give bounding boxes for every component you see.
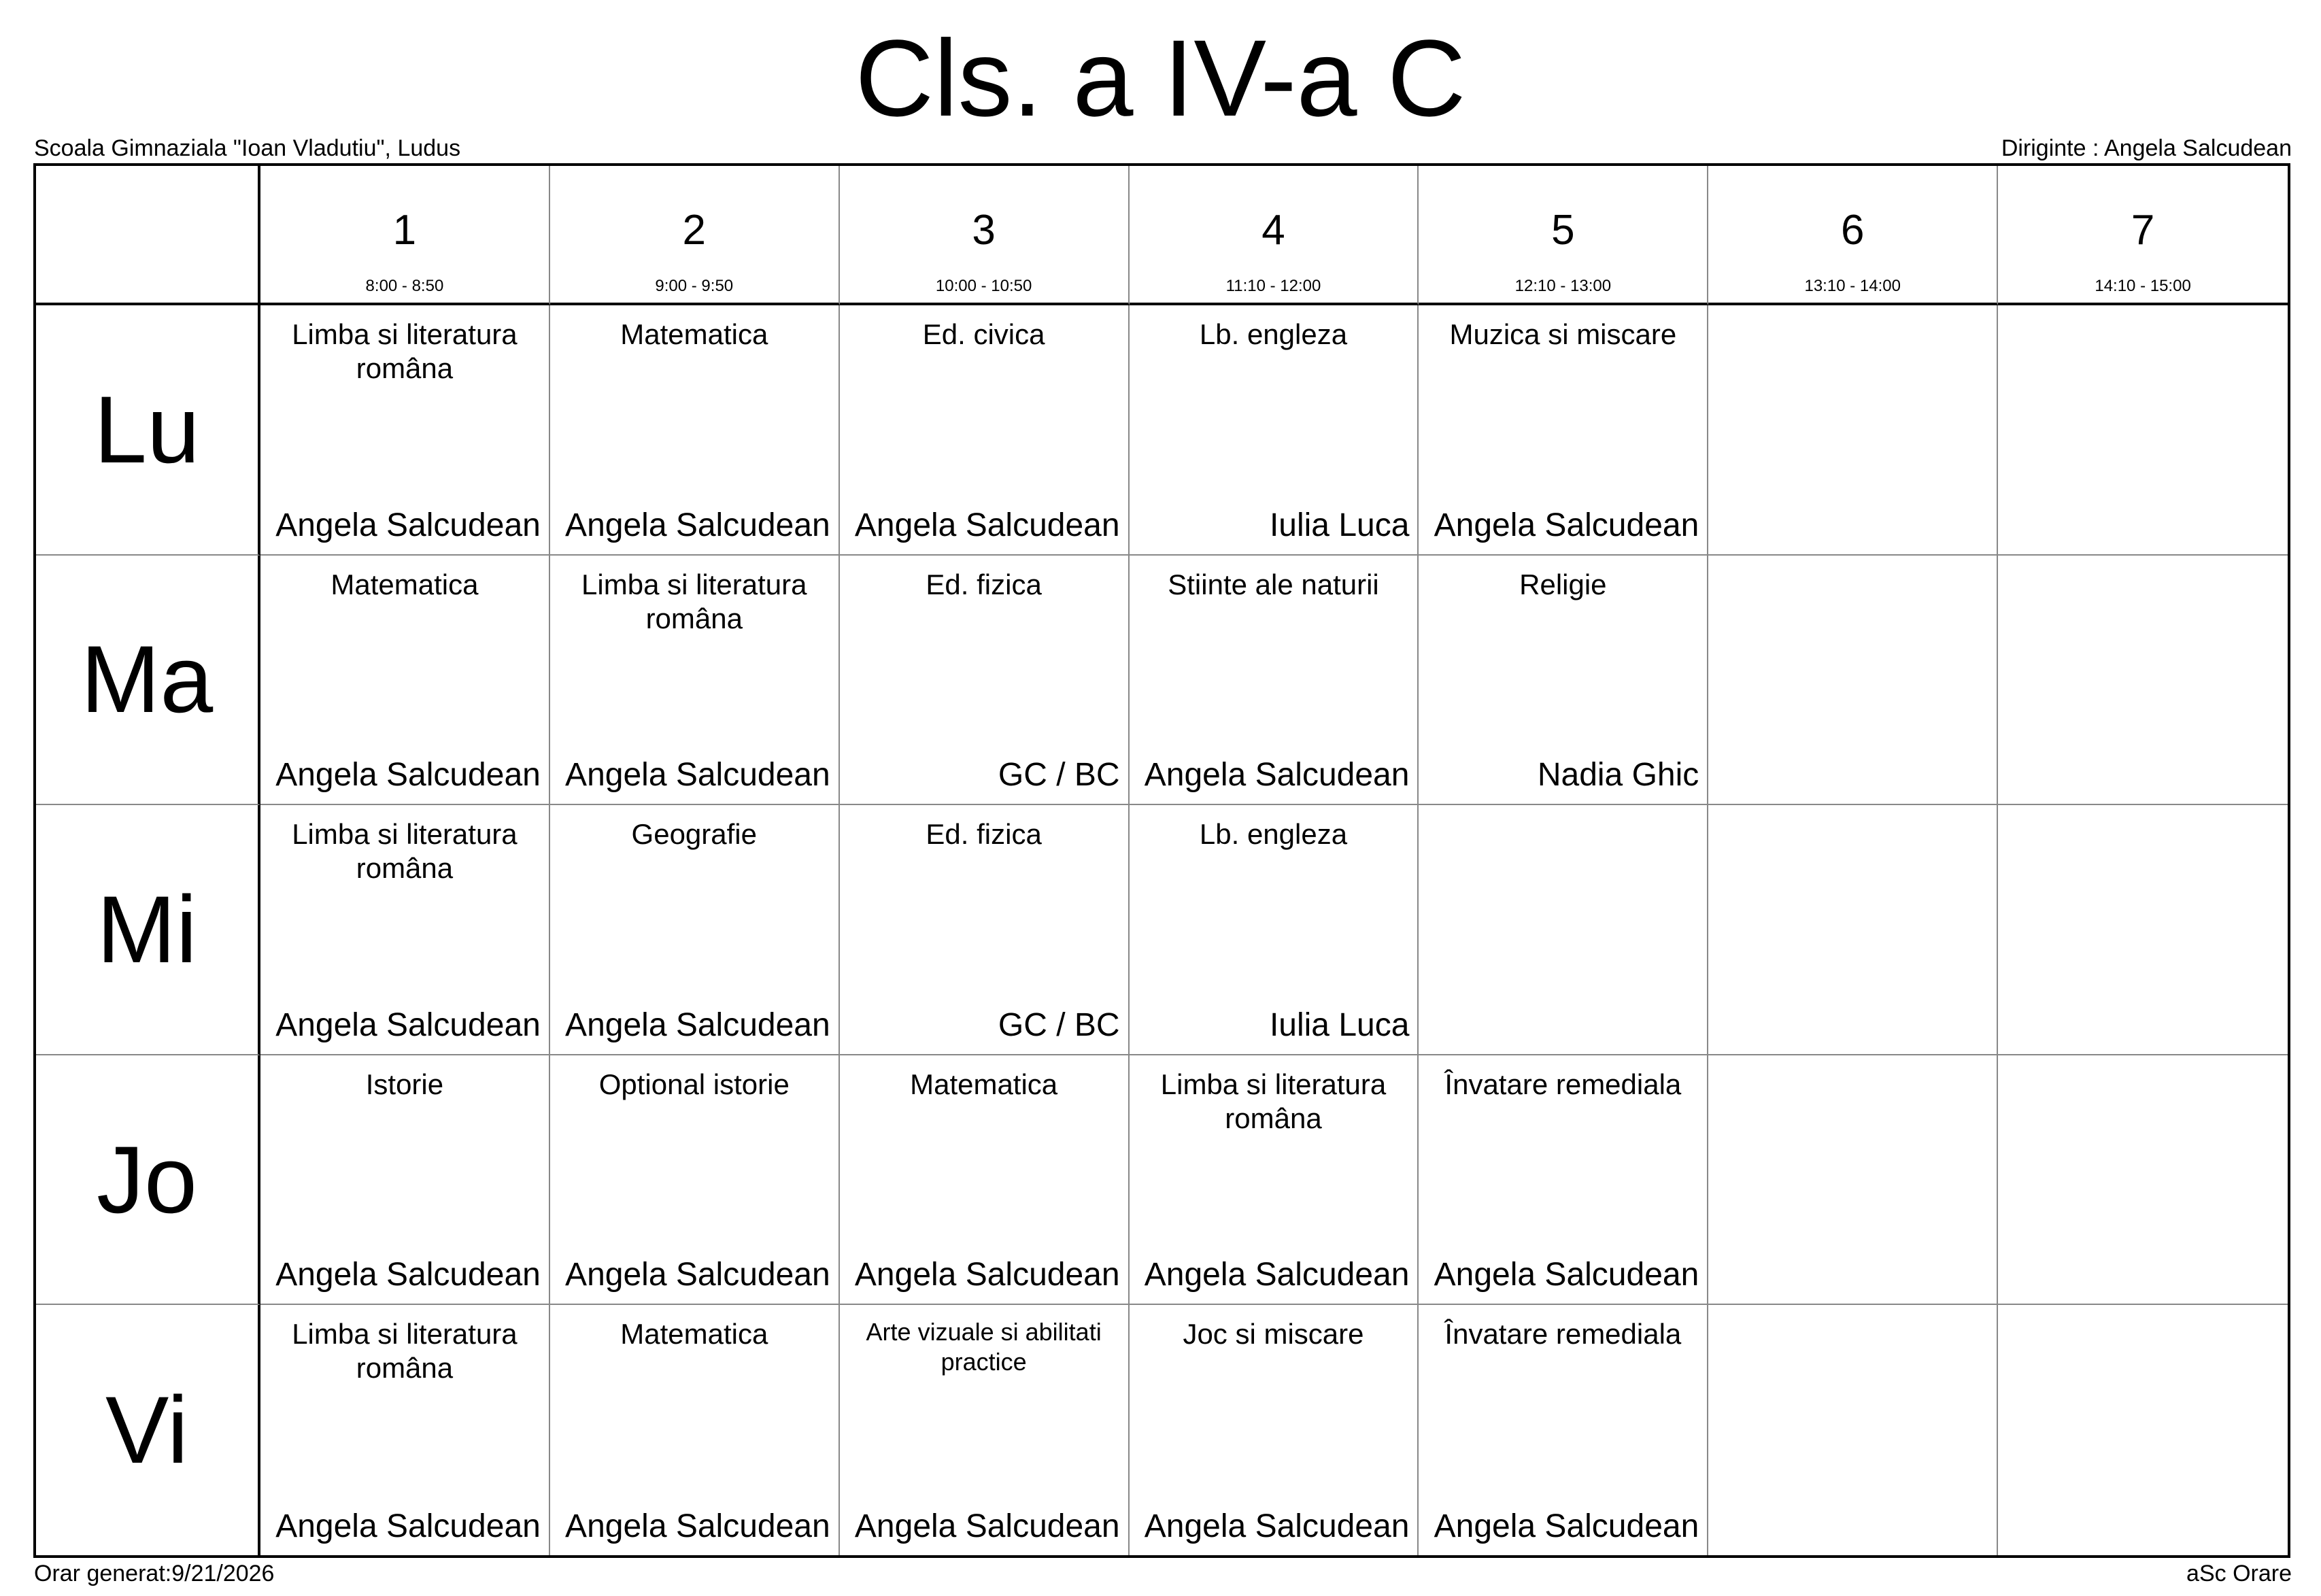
lesson-teacher: Iulia Luca [1269,1006,1410,1043]
period-header [1998,166,2288,305]
lesson-cell [840,305,1130,556]
lesson-cell [1708,305,1998,556]
lesson-cell [1419,1305,1708,1555]
period-number: 4 [1261,207,1285,254]
lesson-cell [1419,1055,1708,1306]
lesson-cell [1130,556,1419,806]
period-header [1708,166,1998,305]
lesson-subject: Stiinte ale naturii [1168,568,1379,600]
lesson-cell [1130,805,1419,1055]
lesson-cell [1130,305,1419,556]
lesson-subject: Arte vizuale si abilitati practice [866,1318,1102,1376]
lesson-cell [1708,1305,1998,1555]
lesson-subject: Limba si literatura româna [292,818,518,885]
lesson-teacher: Angela Salcudean [1144,1508,1410,1544]
lesson-cell [840,1305,1130,1555]
period-time: 12:10 - 13:00 [1514,277,1612,295]
period-header [1419,166,1708,305]
period-number: 6 [1840,207,1865,254]
lesson-teacher: Angela Salcudean [1144,1257,1410,1293]
lesson-teacher: GC / BC [998,1006,1120,1043]
lesson-subject: Limba si literatura româna [292,318,518,384]
lesson-teacher: Angela Salcudean [565,1257,830,1293]
period-time: 8:00 - 8:50 [365,277,444,295]
lesson-cell [260,305,550,556]
lesson-teacher: Angela Salcudean [275,757,541,794]
day-cell [36,1305,260,1555]
lesson-teacher: Angela Salcudean [565,1006,830,1043]
period-time: 13:10 - 14:00 [1804,277,1901,295]
lesson-cell [1708,805,1998,1055]
lesson-subject: Ed. civica [922,318,1045,350]
day-cell [36,556,260,806]
homeroom-teacher: Diriginte : Angela Salcudean [2001,135,2292,161]
lesson-teacher: Angela Salcudean [854,1257,1120,1293]
lesson-teacher: Angela Salcudean [854,1508,1120,1544]
lesson-cell [1998,1305,2288,1555]
period-header [1130,166,1419,305]
lesson-subject: Limba si literatura româna [1160,1068,1387,1134]
lesson-teacher: Angela Salcudean [1434,1257,1699,1293]
lesson-subject: Joc si miscare [1183,1318,1364,1351]
lesson-subject: Istorie [365,1068,444,1100]
lesson-cell [260,1055,550,1306]
lesson-teacher: Nadia Ghic [1537,757,1699,794]
period-header [840,166,1130,305]
lesson-cell [260,1305,550,1555]
lesson-cell [1130,1055,1419,1306]
lesson-cell [840,556,1130,806]
lesson-teacher: Angela Salcudean [565,507,830,543]
lesson-subject: Limba si literatura româna [292,1318,518,1385]
lesson-cell [1998,305,2288,556]
school-name: Scoala Gimnaziala "Ioan Vladutiu", Ludus [34,135,461,161]
lesson-cell [840,1055,1130,1306]
lesson-teacher: Angela Salcudean [275,507,541,543]
lesson-teacher: GC / BC [998,757,1120,794]
lesson-teacher: Angela Salcudean [1144,757,1410,794]
lesson-subject: Lb. engleza [1199,818,1348,851]
lesson-teacher: Angela Salcudean [1434,1508,1699,1544]
lesson-teacher: Angela Salcudean [275,1257,541,1293]
lesson-cell [260,556,550,806]
day-label: Ma [80,626,214,733]
lesson-cell [1708,556,1998,806]
lesson-teacher: Angela Salcudean [854,507,1120,543]
lesson-subject: Ed. fizica [926,818,1042,851]
lesson-cell [1998,1055,2288,1306]
lesson-teacher: Angela Salcudean [275,1006,541,1043]
lesson-subject: Matematica [620,318,768,350]
period-time: 10:00 - 10:50 [935,277,1032,295]
lesson-teacher: Angela Salcudean [565,757,830,794]
day-cell [36,805,260,1055]
lesson-teacher: Angela Salcudean [1434,507,1699,543]
lesson-cell [1419,805,1708,1055]
day-label: Jo [97,1125,197,1233]
period-time: 14:10 - 15:00 [2095,277,2191,295]
corner-cell [36,166,260,305]
lesson-subject: Matematica [910,1068,1058,1100]
lesson-subject: Matematica [331,568,479,600]
period-time: 9:00 - 9:50 [655,277,734,295]
lesson-subject: Învatare remediala [1444,1318,1682,1351]
period-number: 3 [972,207,996,254]
lesson-subject: Limba si literatura româna [581,568,807,634]
lesson-cell [550,805,840,1055]
brand-label: aSc Orare [2186,1561,2292,1586]
lesson-teacher: Angela Salcudean [565,1508,830,1544]
lesson-cell [260,805,550,1055]
lesson-cell [550,1305,840,1555]
lesson-cell [1998,805,2288,1055]
day-label: Vi [105,1376,188,1484]
lesson-cell [840,805,1130,1055]
lesson-cell [550,1055,840,1306]
lesson-subject: Optional istorie [598,1068,790,1100]
period-number: 2 [682,207,707,254]
lesson-subject: Geografie [631,818,757,851]
timetable-grid [33,163,2290,1558]
day-label: Lu [94,375,200,483]
lesson-teacher: Angela Salcudean [275,1508,541,1544]
lesson-teacher: Iulia Luca [1269,507,1410,543]
lesson-cell [1419,556,1708,806]
lesson-subject: Matematica [620,1318,768,1351]
page-title: Cls. a IV-a C [855,17,1466,139]
period-number: 1 [392,207,417,254]
lesson-cell [1419,305,1708,556]
lesson-cell [550,556,840,806]
lesson-subject: Învatare remediala [1444,1068,1682,1100]
day-cell [36,1055,260,1306]
lesson-subject: Muzica si miscare [1449,318,1677,350]
day-cell [36,305,260,556]
lesson-subject: Ed. fizica [926,568,1042,600]
lesson-cell [1998,556,2288,806]
lesson-cell [1708,1055,1998,1306]
lesson-cell [550,305,840,556]
period-time: 11:10 - 12:00 [1225,277,1321,295]
lesson-subject: Religie [1519,568,1607,600]
lesson-subject: Lb. engleza [1199,318,1348,350]
period-number: 5 [1551,207,1575,254]
generated-date: Orar generat:9/21/2026 [34,1561,275,1586]
day-label: Mi [97,875,197,983]
period-header [260,166,550,305]
lesson-cell [1130,1305,1419,1555]
period-number: 7 [2131,207,2155,254]
period-header [550,166,840,305]
